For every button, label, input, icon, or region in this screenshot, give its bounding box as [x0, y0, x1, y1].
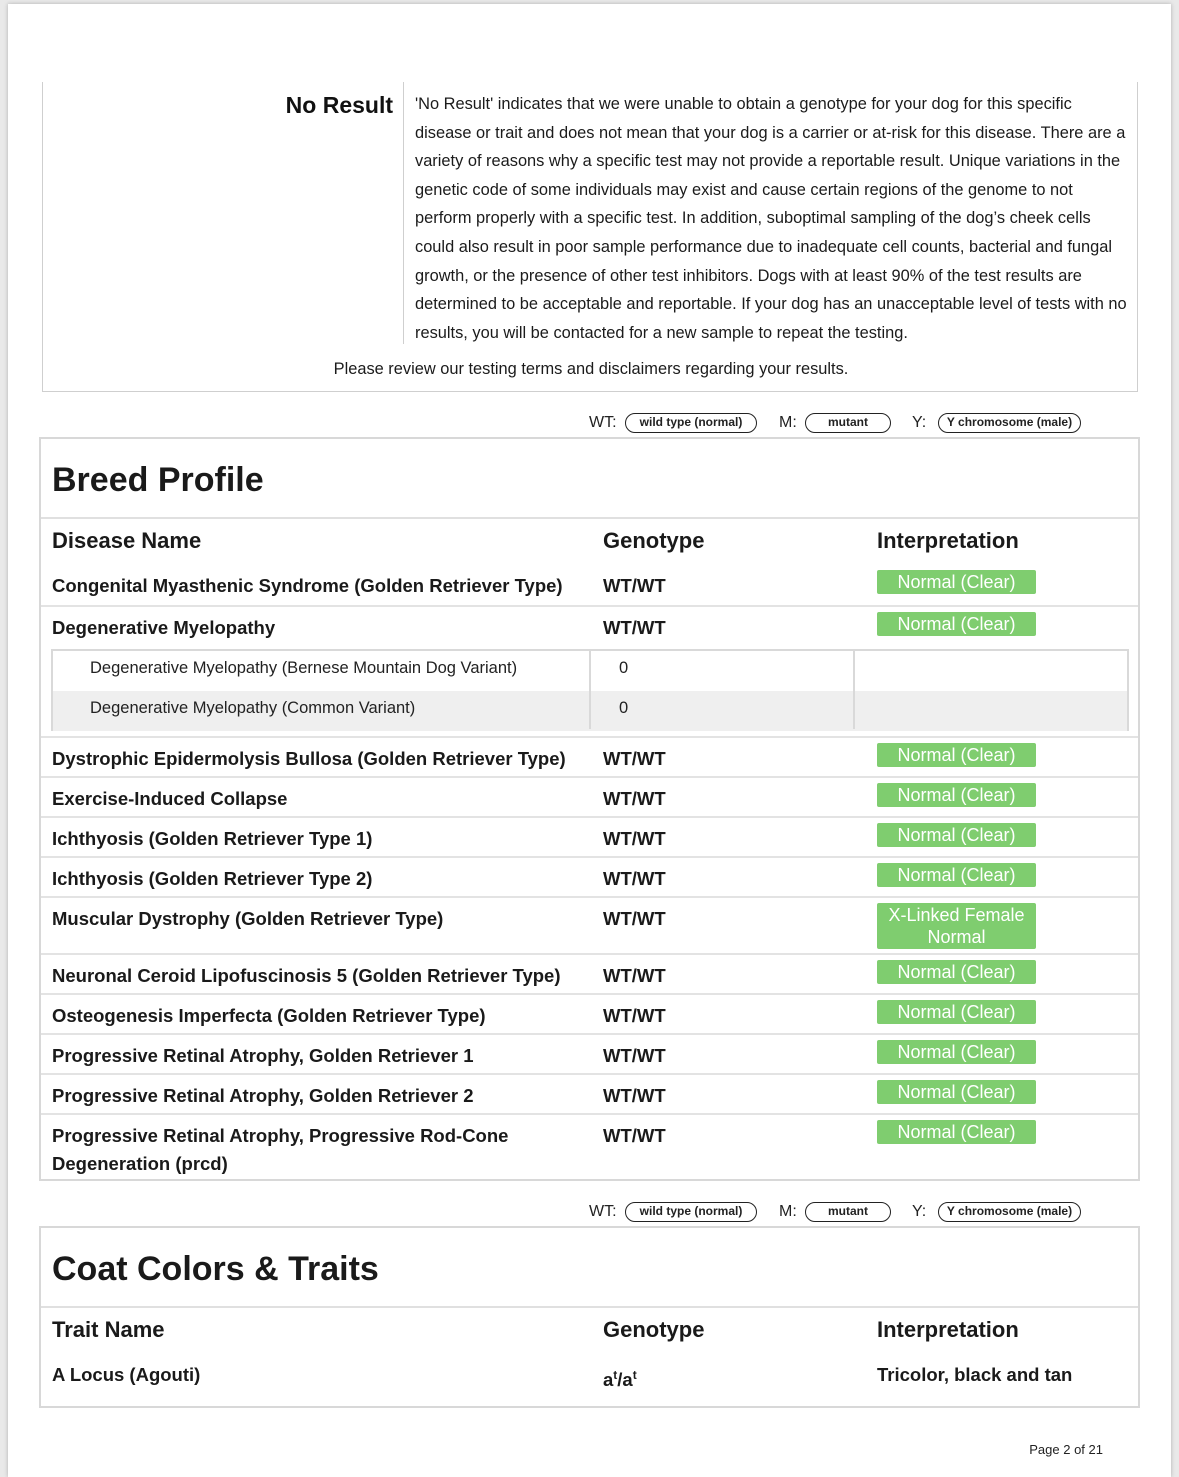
disease-name: Congenital Myasthenic Syndrome (Golden Retriever Type)	[52, 575, 563, 596]
disease-name: Progressive Retinal Atrophy, Golden Retriever 1	[52, 1045, 474, 1066]
page-number: Page 2 of 21	[1029, 1442, 1103, 1457]
interpretation-badge: Normal (Clear)	[877, 570, 1036, 594]
table-row	[41, 736, 1138, 776]
report-page	[8, 4, 1171, 1477]
disease-name: Osteogenesis Imperfecta (Golden Retriever Type)	[52, 1005, 486, 1026]
variant-value: 0	[619, 659, 629, 677]
interpretation-badge: Normal (Clear)	[877, 743, 1036, 767]
table-row	[41, 1073, 1138, 1113]
table-row	[41, 1033, 1138, 1073]
variant-name: Degenerative Myelopathy (Bernese Mountain Dog Variant)	[90, 659, 518, 677]
table-row	[41, 856, 1138, 896]
subtable-divider	[853, 651, 855, 729]
interpretation-badge: Normal (Clear)	[877, 612, 1036, 636]
header-interpretation: Interpretation	[877, 528, 1019, 553]
genotype-value	[603, 1361, 637, 1394]
table-row	[41, 1113, 1138, 1179]
header-trait-name: Trait Name	[52, 1317, 165, 1342]
legend-y-pill: Y chromosome (male)	[938, 413, 1081, 433]
variant-value: 0	[619, 699, 629, 717]
table-row	[41, 896, 1138, 953]
legend-y-key: Y:	[912, 414, 927, 431]
header-genotype: Genotype	[603, 528, 705, 553]
title-divider	[41, 517, 1138, 519]
genotype-value: WT/WT	[603, 828, 666, 849]
disease-name: Neuronal Ceroid Lipofuscinosis 5 (Golden Retriever Type)	[52, 965, 561, 986]
disease-name: Ichthyosis (Golden Retriever Type 2)	[52, 868, 373, 889]
legend-m-pill: mutant	[805, 413, 891, 433]
genotype-value: WT/WT	[603, 1125, 666, 1146]
disease-name: Progressive Retinal Atrophy, Progressive Rod-Cone Degeneration (prcd)	[52, 1125, 509, 1174]
table-row	[41, 776, 1138, 816]
legend-m-key: M:	[779, 414, 797, 431]
legend-wt-pill: wild type (normal)	[625, 1202, 757, 1222]
header-disease-name: Disease Name	[52, 528, 202, 553]
table-row	[41, 605, 1138, 645]
no-result-description: 'No Result' indicates that we were unable to obtain a genotype for your dog for this specific disease or trait and does not mean that your dog is a carrier or at-risk for this disease. There are a variety of reasons why a specific test may not provide a reportable result. Unique variations in the genetic code of some individuals may exist and cause certain regions of the genome to not perform properly with a specific test. In addition, suboptimal sampling of the dog’s cheek cells could also result in poor sample performance due to inadequate cell counts, bacterial and fungal growth, or the presence of other test inhibitors. Dogs with at least 90% of the test results are determined to be acceptable and reportable. If your dog has an unacceptable level of tests with no results, you will be contacted for a new sample to repeat the testing.	[415, 95, 1127, 342]
allele-2-superscript: t	[632, 1368, 637, 1382]
interpretation-badge: Normal (Clear)	[877, 960, 1036, 984]
table-row	[41, 565, 1138, 605]
interpretation-badge: Normal (Clear)	[877, 1040, 1036, 1064]
trait-interpretation: Tricolor, black and tan	[877, 1364, 1073, 1385]
disclaimer-note: Please review our testing terms and disclaimers regarding your results.	[333, 360, 849, 378]
table-row	[41, 993, 1138, 1033]
title-divider	[41, 1306, 1138, 1308]
disease-name: Ichthyosis (Golden Retriever Type 1)	[52, 828, 373, 849]
interpretation-badge: X-Linked Female Normal	[877, 903, 1036, 949]
legend-y-key: Y:	[912, 1203, 927, 1220]
header-interpretation: Interpretation	[877, 1317, 1019, 1342]
legend-y-pill: Y chromosome (male)	[938, 1202, 1081, 1222]
genotype-legend	[8, 1202, 1171, 1224]
table-row	[41, 816, 1138, 856]
interpretation-badge: Normal (Clear)	[877, 783, 1036, 807]
disease-name: Muscular Dystrophy (Golden Retriever Type)	[52, 908, 444, 929]
interpretation-badge: Normal (Clear)	[877, 1000, 1036, 1024]
subtable-divider	[589, 651, 591, 729]
genotype-value: WT/WT	[603, 1045, 666, 1066]
legend-wt-key: WT:	[589, 1203, 617, 1220]
allele-1-superscript: t	[613, 1368, 618, 1382]
interpretation-badge: Normal (Clear)	[877, 1120, 1036, 1144]
no-result-box	[42, 82, 1138, 392]
legend-wt-key: WT:	[589, 414, 617, 431]
table-row	[41, 953, 1138, 993]
legend-wt-pill: wild type (normal)	[625, 413, 757, 433]
genotype-value: WT/WT	[603, 788, 666, 809]
genotype-value: WT/WT	[603, 908, 666, 929]
disease-name: Degenerative Myelopathy	[52, 617, 276, 638]
genotype-value: WT/WT	[603, 868, 666, 889]
genotype-legend	[8, 413, 1171, 435]
coat-traits-title: Coat Colors & Traits	[52, 1250, 379, 1288]
disease-name: Exercise-Induced Collapse	[52, 788, 288, 809]
table-row	[41, 1354, 1138, 1394]
disease-name: Progressive Retinal Atrophy, Golden Retriever 2	[52, 1085, 474, 1106]
genotype-value: WT/WT	[603, 1005, 666, 1026]
coat-traits-section	[39, 1226, 1140, 1408]
interpretation-badge: Normal (Clear)	[877, 823, 1036, 847]
variant-subtable	[51, 649, 1129, 731]
genotype-value: WT/WT	[603, 617, 666, 638]
breed-profile-section	[39, 437, 1140, 1181]
no-result-divider	[403, 82, 404, 344]
breed-profile-title: Breed Profile	[52, 461, 264, 499]
header-genotype: Genotype	[603, 1317, 705, 1342]
allele-2: /a	[617, 1369, 633, 1391]
interpretation-badge: Normal (Clear)	[877, 863, 1036, 887]
genotype-value: WT/WT	[603, 1085, 666, 1106]
no-result-label: No Result	[285, 92, 393, 118]
disease-name: Dystrophic Epidermolysis Bullosa (Golden Retriever Type)	[52, 748, 566, 769]
genotype-value: WT/WT	[603, 965, 666, 986]
genotype-value: WT/WT	[603, 748, 666, 769]
legend-m-pill: mutant	[805, 1202, 891, 1222]
trait-name: A Locus (Agouti)	[52, 1364, 201, 1385]
legend-m-key: M:	[779, 1203, 797, 1220]
interpretation-badge: Normal (Clear)	[877, 1080, 1036, 1104]
allele-1: a	[603, 1369, 614, 1391]
genotype-value: WT/WT	[603, 575, 666, 596]
variant-name: Degenerative Myelopathy (Common Variant)	[90, 699, 416, 717]
